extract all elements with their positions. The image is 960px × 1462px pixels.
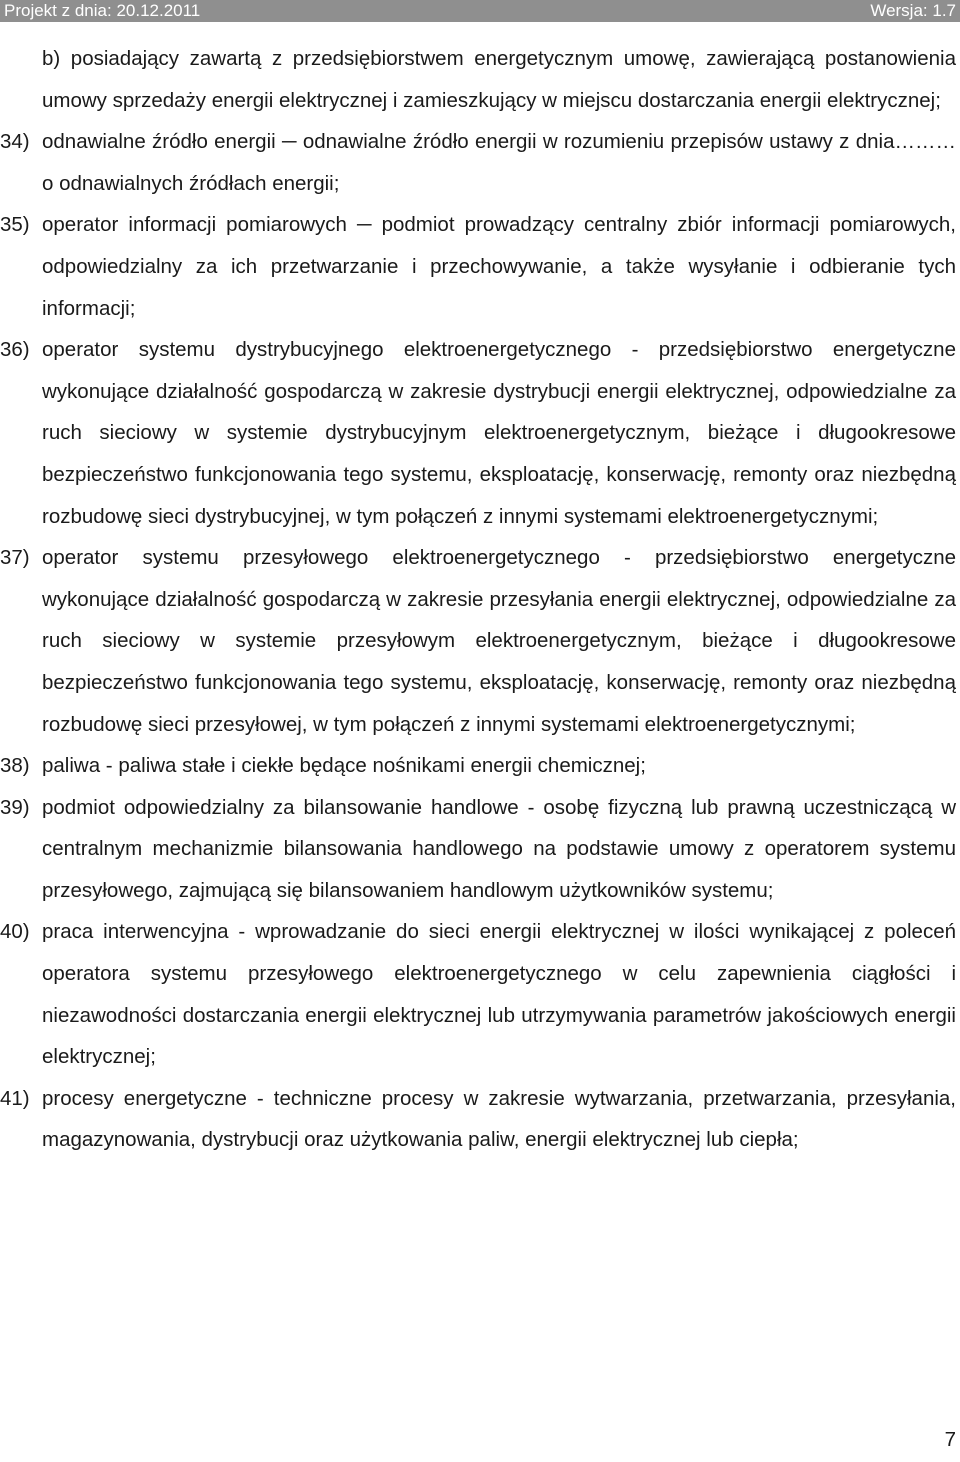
entry-text: operator systemu przesyłowego elektroenergetycznego - przedsiębiorstwo energetyczne wykonujące działalność gospodarczą w zakresie przesyłania energii elektrycznej, odpowiedzialne za ruch sieciowy w systemie przesyłowym elektroenergetycznym, bieżące i długookresowe bezpieczeństwo funkcjonowania tego systemu, eksploatację, konserwację, remonty oraz niezbędną rozbudowę sieci przesyłowej, w tym połączeń z innymi systemami elektroenergetycznymi; bbox=[42, 546, 956, 736]
definition-entry-b bbox=[0, 38, 960, 121]
entry-number: 40) bbox=[0, 920, 30, 944]
project-date-label: Projekt z dnia: 20.12.2011 bbox=[4, 1, 201, 20]
entry-number: 36) bbox=[0, 338, 30, 362]
definition-entry-35 bbox=[0, 204, 960, 329]
entry-number: 38) bbox=[0, 754, 30, 778]
document-header bbox=[0, 0, 960, 22]
entry-text: podmiot odpowiedzialny za bilansowanie handlowe - osobę fizyczną lub prawną uczestniczącą w centralnym mechanizmie bilansowania handlowego na podstawie umowy z operatorem systemu przesyłowego, zajmującą się bilansowaniem handlowym użytkowników systemu; bbox=[42, 795, 956, 902]
entry-number: 37) bbox=[0, 546, 30, 570]
entry-text: operator informacji pomiarowych ─ podmiot prowadzący centralny zbiór informacji pomiarowych, odpowiedzialny za ich przetwarzanie i przechowywanie, a także wysyłanie i odbieranie tych informacji; bbox=[42, 213, 956, 320]
definition-entry-38 bbox=[0, 745, 960, 787]
entry-text: b) posiadający zawartą z przedsiębiorstwem energetycznym umowę, zawierającą postanowienia umowy sprzedaży energii elektrycznej i zamieszkujący w miejscu dostarczania energii elektrycznej; bbox=[42, 47, 956, 112]
entry-text: procesy energetyczne - techniczne procesy w zakresie wytwarzania, przetwarzania, przesyłania, magazynowania, dystrybucji oraz użytkowania paliw, energii elektrycznej lub ciepła; bbox=[42, 1086, 956, 1152]
entry-text: operator systemu dystrybucyjnego elektroenergetycznego - przedsiębiorstwo energetyczne wykonujące działalność gospodarczą w zakresie dystrybucji energii elektrycznej, odpowiedzialne za ruch sieciowy w systemie dystrybucyjnym elektroenergetycznym, bieżące i długookresowe bezpieczeństwo funkcjonowania tego systemu, eksploatację, konserwację, remonty oraz niezbędną rozbudowę sieci dystrybucyjnej, w tym połączeń z innymi systemami elektroenergetycznymi; bbox=[42, 338, 956, 528]
entry-number: 35) bbox=[0, 213, 30, 237]
entry-number: 41) bbox=[0, 1086, 30, 1110]
document-body bbox=[0, 38, 960, 1161]
entry-number: 39) bbox=[0, 795, 30, 819]
definition-entry-36 bbox=[0, 329, 960, 537]
entry-number: 34) bbox=[0, 130, 30, 154]
page-number: 7 bbox=[944, 1428, 956, 1451]
entry-text: odnawialne źródło energii ─ odnawialne źródło energii w rozumieniu przepisów ustawy z dnia………o odnawialnych źródłach energii; bbox=[42, 130, 956, 195]
definition-entry-40 bbox=[0, 911, 960, 1077]
definition-entry-34 bbox=[0, 121, 960, 204]
definition-entry-39 bbox=[0, 787, 960, 912]
definition-entry-37 bbox=[0, 537, 960, 745]
entry-text: praca interwencyjna - wprowadzanie do sieci energii elektrycznej w ilości wynikającej z poleceń operatora systemu przesyłowego elektroenergetycznego w celu zapewnienia ciągłości i niezawodności dostarczania energii elektrycznej lub utrzymywania parametrów jakościowych energii elektrycznej; bbox=[42, 920, 956, 1069]
entry-text: paliwa - paliwa stałe i ciekłe będące nośnikami energii chemicznej; bbox=[42, 754, 646, 778]
definition-entry-41 bbox=[0, 1078, 960, 1161]
version-label: Wersja: 1.7 bbox=[870, 1, 956, 20]
